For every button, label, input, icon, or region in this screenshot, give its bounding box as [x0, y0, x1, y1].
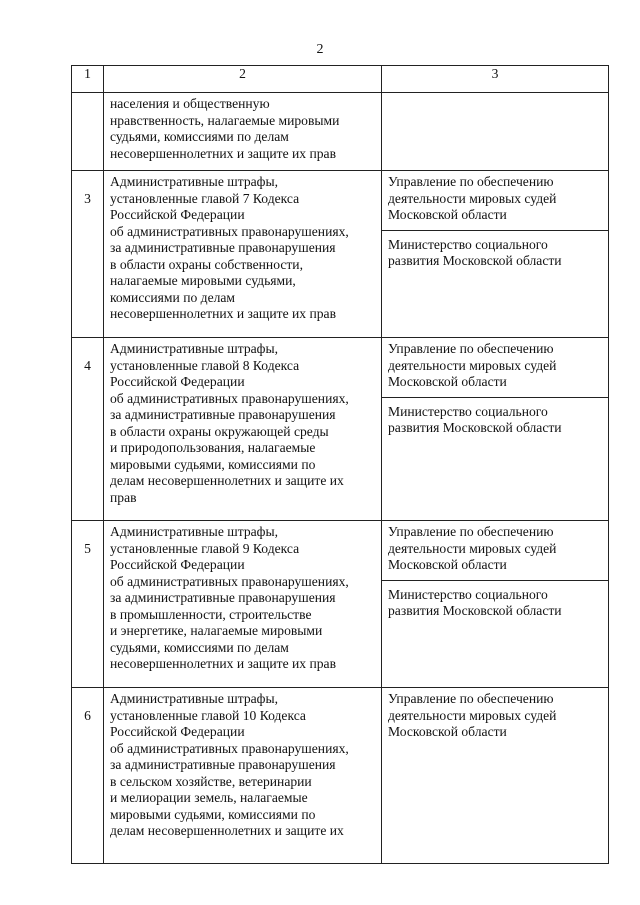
row-number: 4 — [84, 358, 91, 373]
description-line: в промышленности, строительстве — [110, 606, 312, 622]
description-line: за административные правонарушения — [110, 407, 336, 422]
administrator-line: Управление по обеспечению — [388, 524, 554, 539]
description-line: установленные главой 9 Кодекса — [110, 540, 300, 556]
administrator-line: Управление по обеспечению — [388, 174, 554, 189]
table-row — [72, 171, 609, 338]
description-line: и мелиорации земель, налагаемые — [110, 790, 308, 805]
description-line: в области охраны собственности, — [110, 256, 303, 272]
table-row — [72, 338, 609, 521]
administrator-line: Московской области — [388, 557, 507, 572]
page-number: 2 — [316, 42, 324, 57]
administrator-line: деятельности мировых судей — [388, 540, 557, 556]
description-line: несовершеннолетних и защите их прав — [110, 306, 337, 321]
description-line: делам несовершеннолетних и защите их — [110, 473, 344, 488]
row-number-cell — [72, 521, 104, 688]
administrator-entry — [382, 580, 608, 626]
description-cell — [104, 688, 382, 864]
description-line: установленные главой 7 Кодекса — [110, 190, 300, 206]
description-line: мировыми судьями, комиссиями по — [110, 806, 316, 822]
administrator-cell — [382, 338, 609, 521]
description-line: в сельском хозяйстве, ветеринарии — [110, 773, 312, 789]
table-row — [72, 688, 609, 864]
description-line: в области охраны окружающей среды — [110, 423, 329, 439]
description-line: об административных правонарушениях, — [110, 740, 349, 756]
administrator-entry — [382, 688, 608, 747]
administrator-entry — [382, 338, 608, 397]
description-line: и энергетике, налагаемые мировыми — [110, 623, 323, 638]
table-header-row — [72, 66, 609, 93]
description-line: Российской Федерации — [110, 724, 245, 739]
administrator-line: развития Московской области — [388, 253, 562, 268]
administrator-line: Министерство социального — [388, 403, 548, 419]
administrator-cell — [382, 171, 609, 338]
description-cell — [104, 338, 382, 521]
row-number-cell — [72, 93, 104, 171]
administrator-line: Управление по обеспечению — [388, 691, 554, 706]
description-cell — [104, 171, 382, 338]
row-number-cell — [72, 171, 104, 338]
description-line: Административные штрафы, — [110, 691, 278, 706]
row-number-cell — [72, 688, 104, 864]
table-row — [72, 521, 609, 688]
administrator-line: развития Московской области — [388, 603, 562, 618]
description-line: Российской Федерации — [110, 557, 245, 572]
row-number: 5 — [84, 541, 91, 556]
description-cell — [104, 93, 382, 171]
description-line: за административные правонарушения — [110, 240, 336, 255]
description-line: прав — [110, 489, 137, 505]
administrator-line: деятельности мировых судей — [388, 190, 557, 206]
administrator-line: деятельности мировых судей — [388, 357, 557, 373]
table-row — [72, 93, 609, 171]
description-line: и природопользования, налагаемые — [110, 440, 316, 455]
description-line: делам несовершеннолетних и защите их — [110, 823, 344, 838]
row-number — [72, 93, 103, 113]
description-line: Российской Федерации — [110, 374, 245, 389]
description-line: установленные главой 10 Кодекса — [110, 707, 306, 723]
description-line: мировыми судьями, комиссиями по — [110, 456, 316, 472]
administrator-line: Московской области — [388, 207, 507, 222]
column-header-2: 2 — [104, 66, 382, 93]
description-line: комиссиями по делам — [110, 289, 236, 305]
administrator-line: деятельности мировых судей — [388, 707, 557, 723]
administrator-cell — [382, 93, 609, 171]
column-header-3: 3 — [382, 66, 609, 93]
administrator-line: развития Московской области — [388, 420, 562, 435]
administrator-line: Министерство социального — [388, 586, 548, 602]
description-line: несовершеннолетних и защите их прав — [110, 656, 337, 671]
description-line: судьями, комиссиями по делам — [110, 129, 289, 144]
administrator-line: Московской области — [388, 374, 507, 389]
administrator-entry — [382, 397, 608, 443]
administrator-entry — [382, 521, 608, 580]
description-line: налагаемые мировыми судьями, — [110, 273, 296, 288]
row-number-cell — [72, 338, 104, 521]
description-line: несовершеннолетних и защите их прав — [110, 145, 337, 161]
description-line: установленные главой 8 Кодекса — [110, 357, 300, 373]
description-line: Административные штрафы, — [110, 341, 278, 356]
administrator-line: Московской области — [388, 724, 507, 739]
revenue-table — [71, 65, 609, 864]
description-line: нравственность, налагаемые мировыми — [110, 112, 340, 128]
description-line: об административных правонарушениях, — [110, 390, 349, 406]
row-number: 3 — [84, 191, 91, 206]
description-line: Административные штрафы, — [110, 174, 278, 189]
administrator-cell — [382, 521, 609, 688]
description-line: за административные правонарушения — [110, 590, 336, 605]
administrator-line: Министерство социального — [388, 236, 548, 252]
administrator-entry — [382, 230, 608, 276]
administrator-cell — [382, 688, 609, 864]
administrator-line: Управление по обеспечению — [388, 341, 554, 356]
description-line: об административных правонарушениях, — [110, 573, 349, 589]
description-cell — [104, 521, 382, 688]
description-line: Российской Федерации — [110, 207, 245, 222]
column-header-1: 1 — [72, 66, 104, 93]
description-line: за административные правонарушения — [110, 757, 336, 772]
row-number: 6 — [84, 708, 91, 723]
description-line: об административных правонарушениях, — [110, 223, 349, 239]
description-line: населения и общественную — [110, 96, 270, 111]
administrator-entry — [382, 171, 608, 230]
description-line: судьями, комиссиями по делам — [110, 639, 289, 655]
description-line: Административные штрафы, — [110, 524, 278, 539]
